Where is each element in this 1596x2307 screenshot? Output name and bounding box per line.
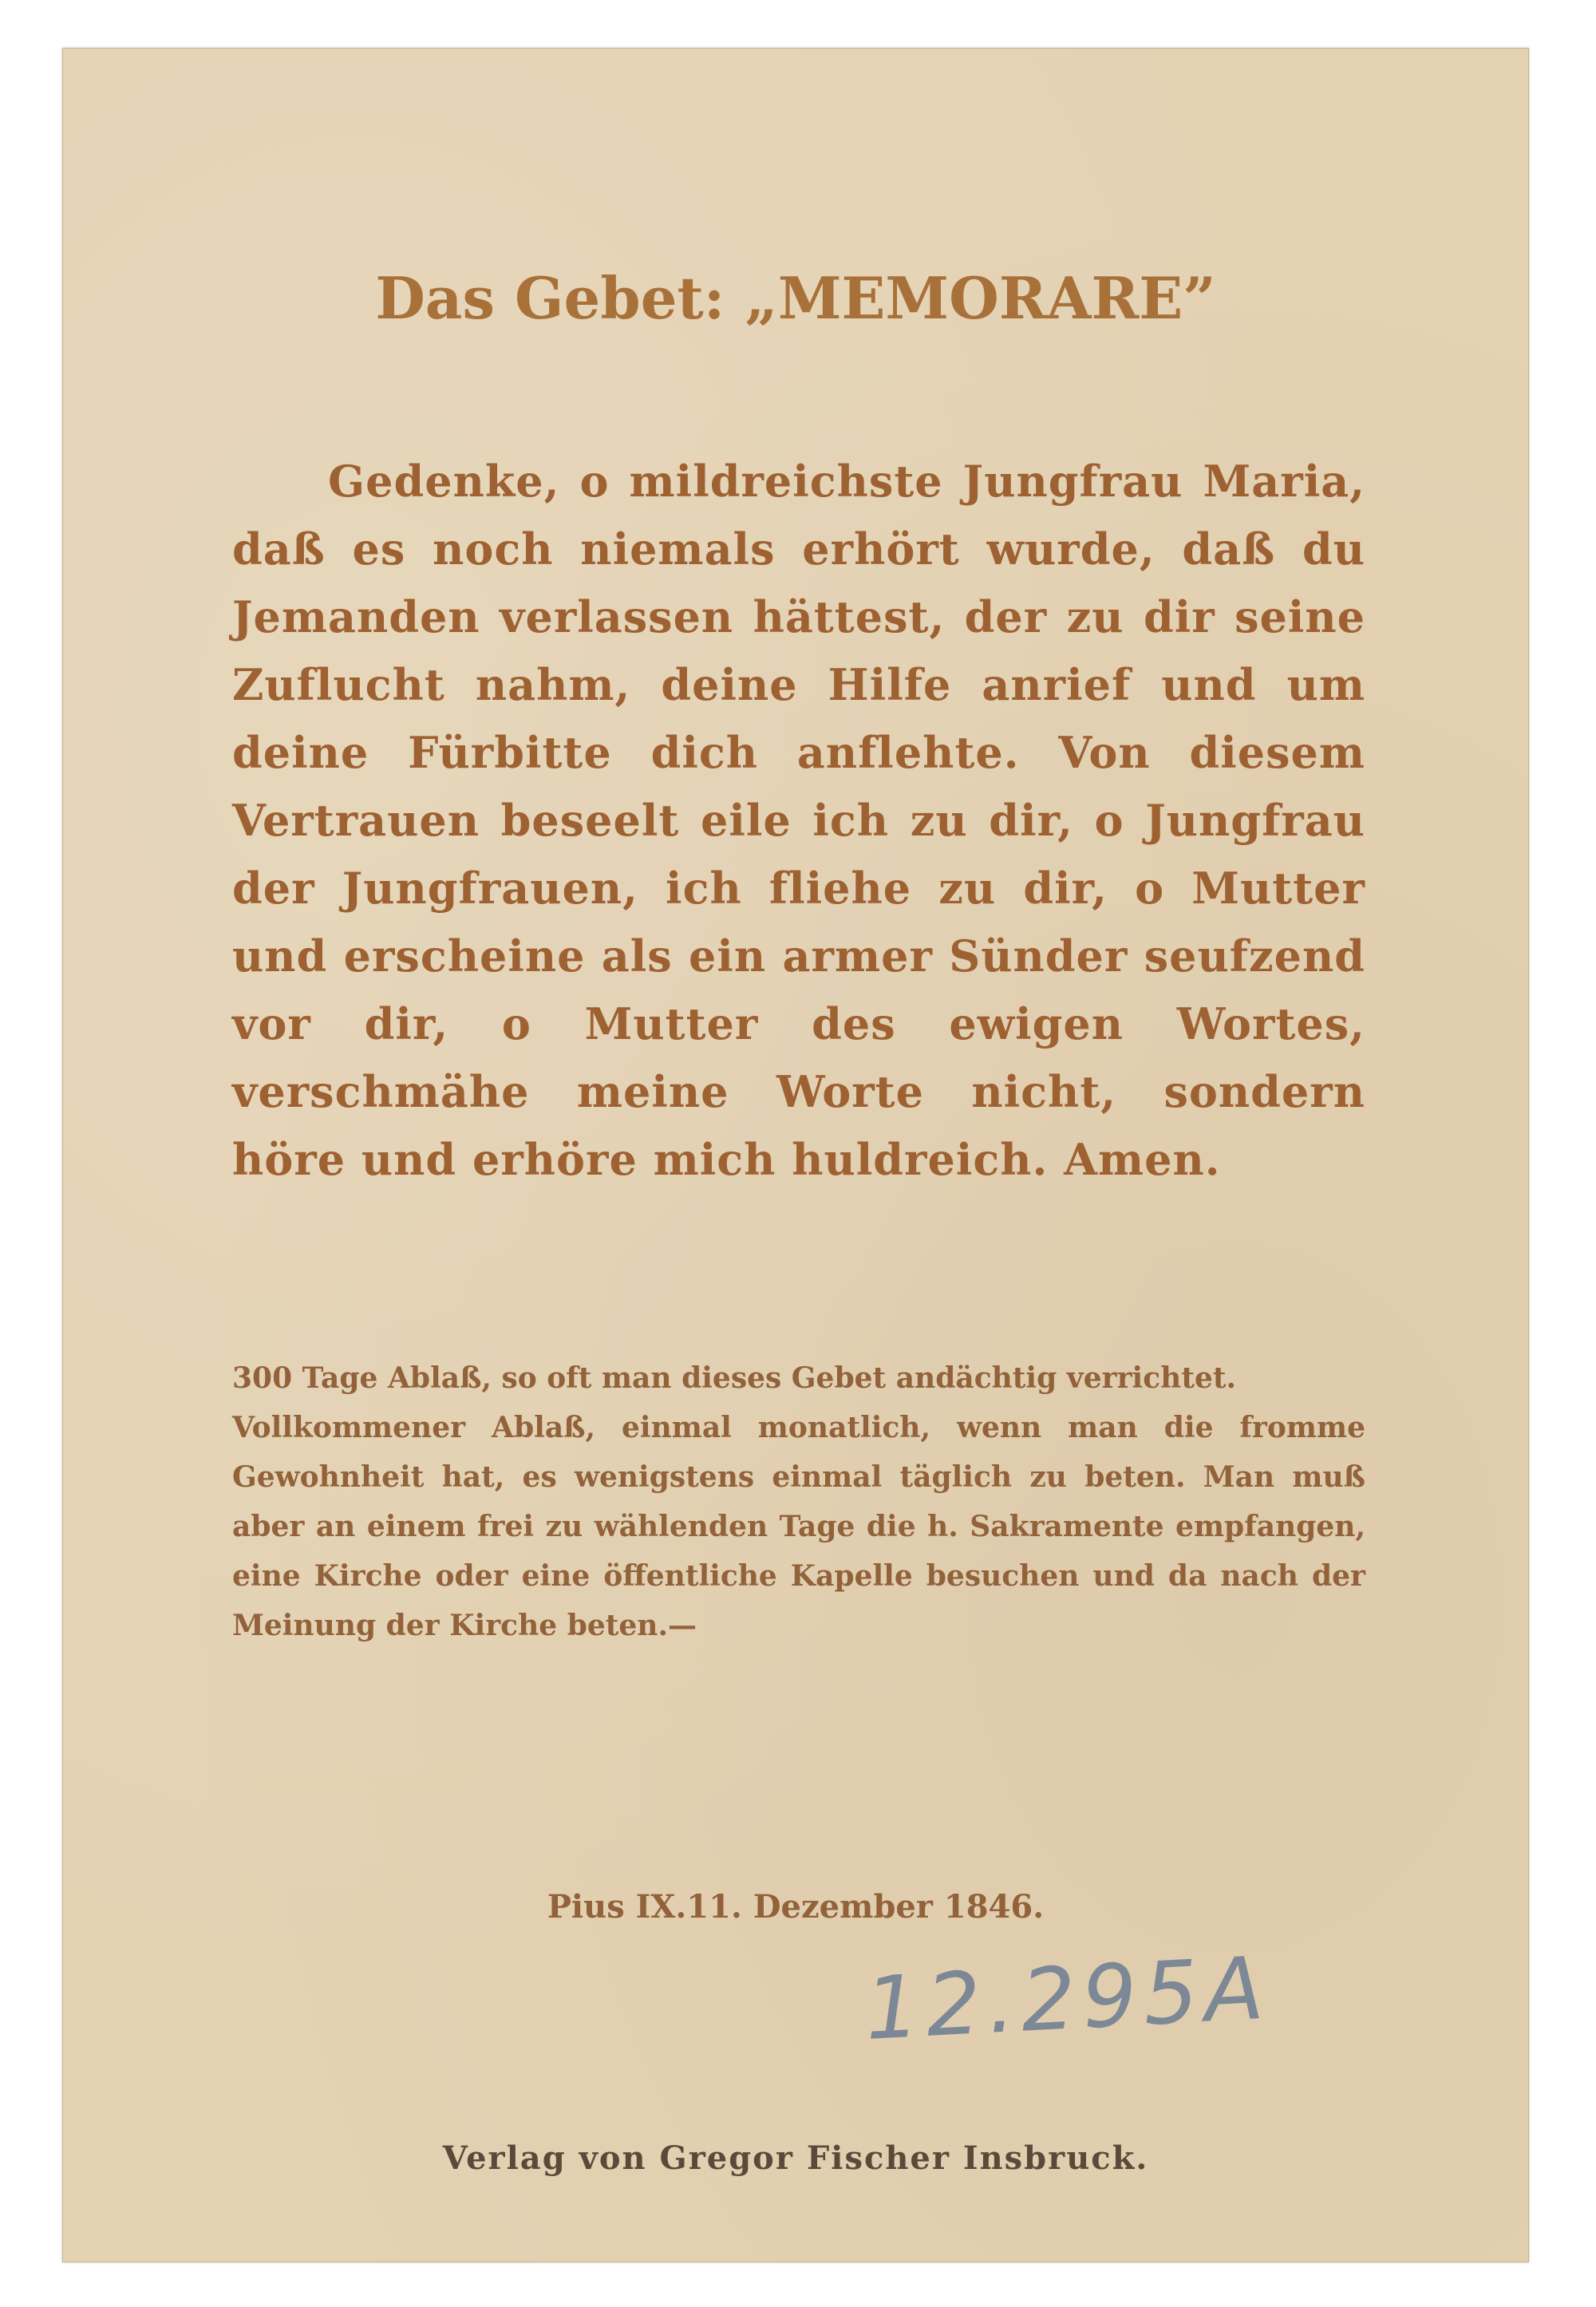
indulgence-partial: 300 Tage Ablaß, so oft man dieses Gebet andächtig verrichtet.	[232, 1361, 1237, 1395]
indulgence-plenary: Vollkommener Ablaß, einmal monatlich, wenn man die fromme Gewohnheit hat, es wenigstens einmal täglich zu beten. Man muß aber an einem frei zu wählenden Tage die h. Sakramente empfangen, eine Kirche oder eine öffentliche Kapelle besuchen und da nach der Meinung der Kirche beten.—	[232, 1411, 1365, 1642]
indulgence-notes	[232, 1353, 1365, 1650]
prayer-text: Gedenke, o mildreichste Jungfrau Maria, daß es noch niemals erhört wurde, daß du Jemanden verlassen hättest, der zu dir seine Zuflucht nahm, deine Hilfe anrief und um deine Fürbitte dich anflehte. Von diesem Vertrauen beseelt eile ich zu dir, o Jungfrau der Jungfrauen, ich fliehe zu dir, o Mutter und erscheine als ein armer Sünder seufzend vor dir, o Mutter des ewigen Wortes, verschmähe meine Worte nicht, sondern höre und erhöre mich huldreich. Amen.	[232, 456, 1365, 1185]
papal-attribution: Pius IX.11. Dezember 1846.	[547, 1888, 1045, 1926]
prayer-card	[62, 48, 1529, 2262]
card-title: Das Gebet: „MEMORARE”	[375, 264, 1216, 332]
handwritten-catalog-number: 12.295A	[862, 1938, 1273, 2060]
publisher-line: Verlag von Gregor Fischer Insbruck.	[442, 2139, 1149, 2177]
